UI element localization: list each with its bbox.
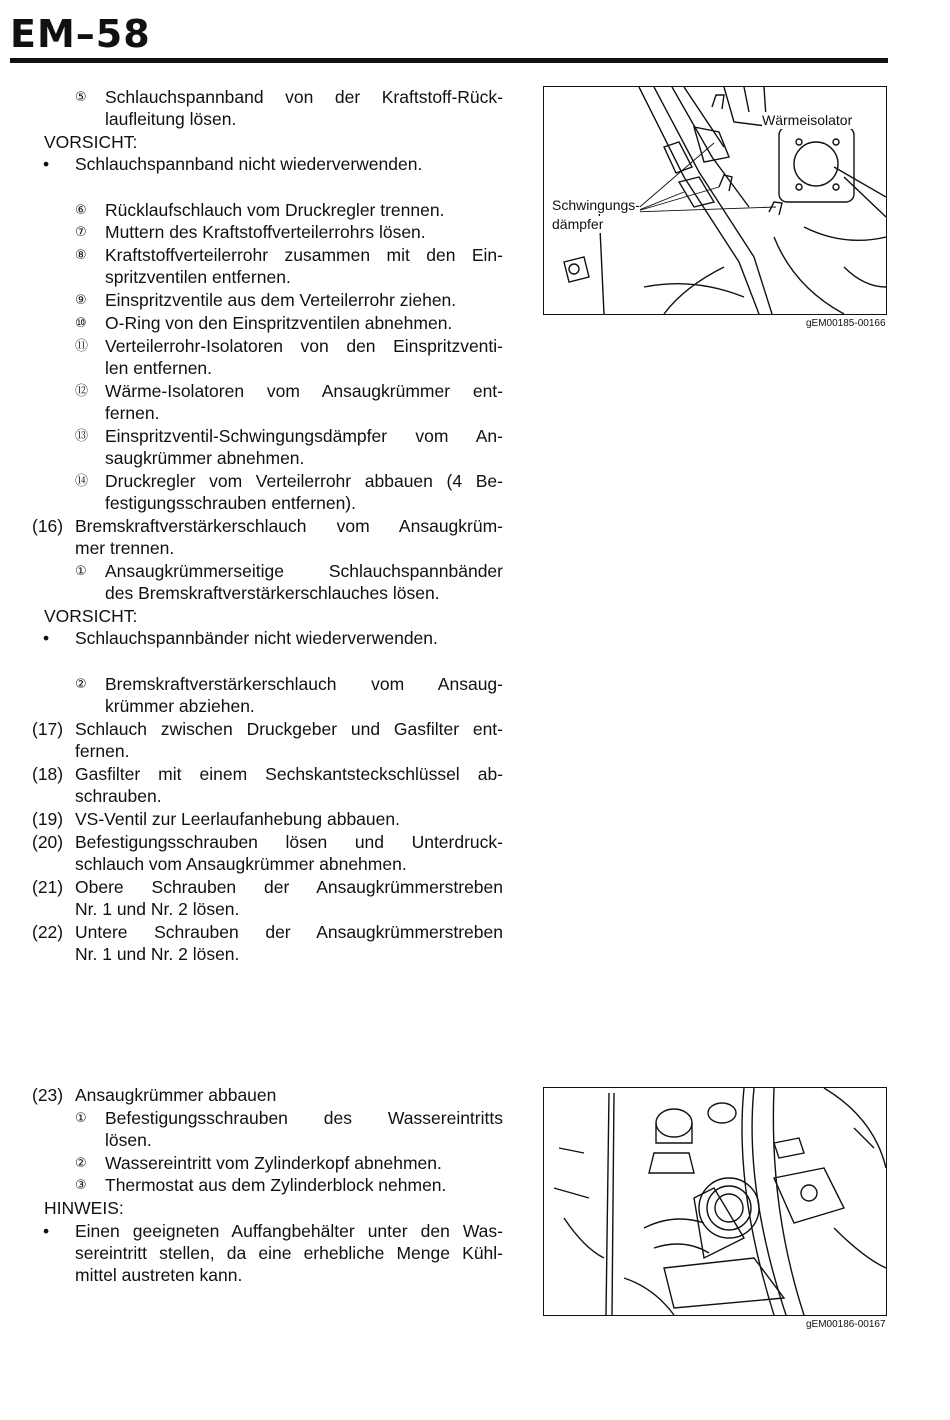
step-text: schlauch vom Ansaugkrümmer abnehmen.	[75, 854, 407, 874]
step-text: Ansaugkrümmer abbauen	[75, 1085, 277, 1105]
step-text: Befestigungsschrauben des Wassereintritts	[105, 1108, 503, 1128]
step-text: Untere Schrauben der Ansaugkrümmerstreben	[75, 922, 503, 942]
bullet: •	[43, 154, 50, 174]
step-number: ⑥	[75, 202, 87, 217]
step-text: Obere Schrauben der Ansaugkrümmerstreben	[75, 877, 503, 897]
bullet: •	[43, 628, 50, 648]
step-text: mer trennen.	[75, 538, 175, 558]
step-text: fernen.	[75, 741, 130, 761]
note-text: mittel austreten kann.	[75, 1265, 243, 1285]
step-text: Befestigungsschrauben lösen und Unterdruck-	[75, 832, 503, 852]
step-text: Rücklaufschlauch vom Druckregler trennen.	[105, 200, 445, 220]
step-text: Bremskraftverstärkerschlauch vom Ansaugkrüm-	[75, 516, 503, 536]
step-number: ⑨	[75, 292, 87, 307]
step-number: ①	[75, 1110, 87, 1125]
figure-fuel-rail	[543, 86, 887, 315]
step-number: ⑫	[75, 383, 89, 398]
step-text: Einspritzventil-Schwingungsdämpfer vom An-	[105, 426, 503, 446]
caution-heading: VORSICHT:	[44, 132, 138, 152]
caution-text: Schlauchspannbänder nicht wiederverwenden.	[75, 628, 438, 648]
step-text: Gasfilter mit einem Sechskantsteckschlüssel ab-	[75, 764, 503, 784]
step-number: (20)	[32, 832, 64, 852]
step-number: ⑬	[75, 428, 89, 443]
step-number: ①	[75, 563, 87, 578]
step-text: Verteilerrohr-Isolatoren von den Einspritzventi-	[105, 336, 503, 356]
step-text: krümmer abziehen.	[105, 696, 255, 716]
step-text: Einspritzventile aus dem Verteilerrohr ziehen.	[105, 290, 457, 310]
step-number: ⑧	[75, 247, 87, 262]
step-text: Muttern des Kraftstoffverteilerrohrs lösen.	[105, 222, 426, 242]
step-text: Thermostat aus dem Zylinderblock nehmen.	[105, 1175, 447, 1195]
step-number: (16)	[32, 516, 64, 536]
label-heat-insulator: Wärmeisolator	[762, 112, 853, 128]
step-number: (19)	[32, 809, 64, 829]
step-text: laufleitung lösen.	[105, 109, 237, 129]
step-number: ⑦	[75, 224, 87, 239]
step-number: (22)	[32, 922, 64, 942]
caution-text: Schlauchspannband nicht wiederverwenden.	[75, 154, 423, 174]
step-text: des Bremskraftverstärkerschlauches lösen.	[105, 583, 440, 603]
step-text: Bremskraftverstärkerschlauch vom Ansaug-	[105, 674, 503, 694]
note-text: Einen geeigneten Auffangbehälter unter den Was-	[75, 1221, 503, 1241]
step-text: Nr. 1 und Nr. 2 lösen.	[75, 944, 240, 964]
step-text: Ansaugkrümmerseitige Schlauchspannbänder	[105, 561, 503, 581]
step-text: festigungsschrauben entfernen).	[105, 493, 356, 513]
label-damper: Schwingungs-	[552, 197, 640, 213]
bullet: •	[43, 1221, 50, 1241]
step-text: spritzventilen entfernen.	[105, 267, 291, 287]
note-text: sereintritt stellen, da eine erhebliche Menge Kühl-	[75, 1243, 503, 1263]
step-text: Wärme-Isolatoren vom Ansaugkrümmer ent-	[105, 381, 503, 401]
step-text: O-Ring von den Einspritzventilen abnehmen.	[105, 313, 453, 333]
label-damper: dämpfer	[552, 216, 604, 232]
step-number: ②	[75, 1155, 87, 1170]
step-text: fernen.	[105, 403, 160, 423]
step-text: len entfernen.	[105, 358, 213, 378]
note-heading: HINWEIS:	[44, 1198, 124, 1218]
step-text: VS-Ventil zur Leerlaufanhebung abbauen.	[75, 809, 400, 829]
step-number: (21)	[32, 877, 64, 897]
step-number: ⑩	[75, 315, 87, 330]
step-text: Wassereintritt vom Zylinderkopf abnehmen.	[105, 1153, 442, 1173]
step-text: saugkrümmer abnehmen.	[105, 448, 305, 468]
caution-heading: VORSICHT:	[44, 606, 138, 626]
step-text: schrauben.	[75, 786, 162, 806]
step-text: Schlauch zwischen Druckgeber und Gasfilter ent-	[75, 719, 503, 739]
page-title: EM–58	[10, 12, 151, 56]
step-text: lösen.	[105, 1130, 152, 1150]
step-text: Nr. 1 und Nr. 2 lösen.	[75, 899, 240, 919]
step-number: ⑪	[75, 338, 89, 353]
figure-water-inlet	[543, 1087, 887, 1316]
step-number: ⑭	[75, 473, 89, 488]
figure-caption: gEM00185-00166	[806, 318, 886, 329]
step-number: ③	[75, 1177, 87, 1192]
step-text: Druckregler vom Verteilerrohr abbauen (4 Be-	[105, 471, 503, 491]
step-number: (17)	[32, 719, 64, 739]
step-text: Kraftstoffverteilerrohr zusammen mit den Ein-	[105, 245, 503, 265]
step-number: (18)	[32, 764, 64, 784]
step-number: ⑤	[75, 89, 87, 104]
figure-water-inlet-drawing	[544, 1088, 886, 1315]
step-number: ②	[75, 676, 87, 691]
figure-caption: gEM00186-00167	[806, 1319, 886, 1330]
header-rule	[10, 58, 888, 63]
step-number: (23)	[32, 1085, 64, 1105]
step-text: Schlauchspannband von der Kraftstoff-Rück-	[105, 87, 503, 107]
